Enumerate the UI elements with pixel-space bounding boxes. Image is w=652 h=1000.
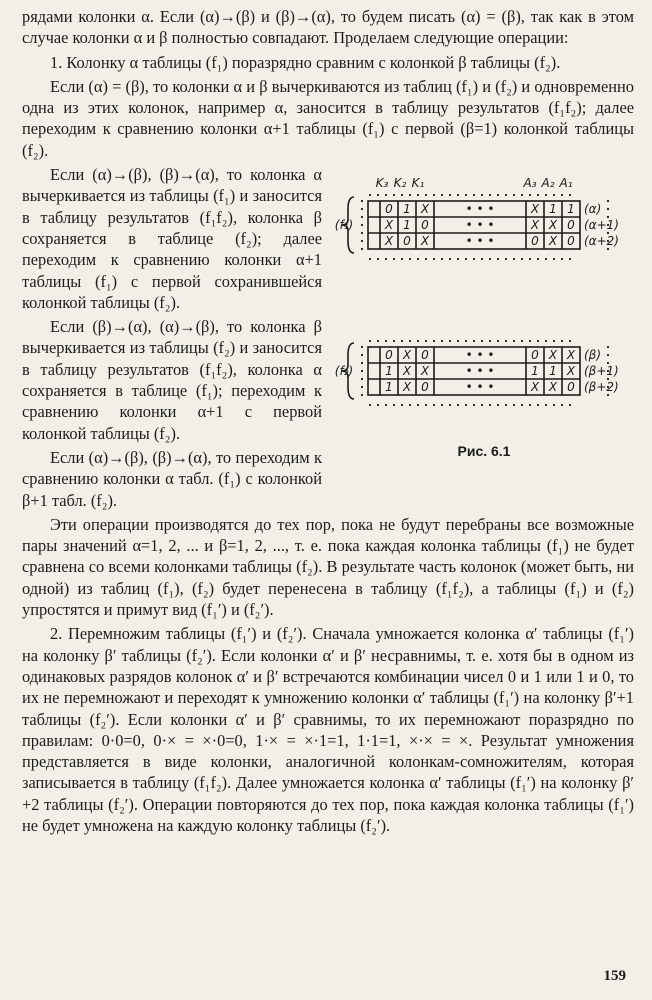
table-f2-cell: X — [402, 348, 412, 363]
dot — [449, 258, 451, 260]
dot — [465, 258, 467, 260]
table-f1-cell: 1 — [403, 202, 411, 217]
dot — [361, 208, 363, 210]
dot — [361, 394, 363, 396]
dot — [361, 240, 363, 242]
dot — [441, 340, 443, 342]
dot — [537, 258, 539, 260]
dot — [607, 394, 609, 396]
dot — [361, 386, 363, 388]
dot — [417, 340, 419, 342]
dot — [441, 404, 443, 406]
table-f1-cell: 0 — [385, 202, 393, 217]
dot — [537, 340, 539, 342]
dot — [513, 194, 515, 196]
dot — [497, 404, 499, 406]
dot — [449, 194, 451, 196]
table-f1-cell: X — [384, 234, 394, 249]
dot — [425, 194, 427, 196]
dot — [393, 194, 395, 196]
dot — [361, 248, 363, 250]
dot — [481, 340, 483, 342]
dot — [553, 194, 555, 196]
table-f2-cell: X — [548, 348, 558, 363]
dot — [457, 258, 459, 260]
table-f2-cell: X — [566, 364, 576, 379]
dot — [473, 404, 475, 406]
dot — [361, 200, 363, 202]
dots-ellipsis: • • • — [465, 380, 495, 395]
table-f2-cell: 1 — [549, 364, 557, 379]
dot — [377, 194, 379, 196]
table-f1-cell: 0 — [531, 234, 539, 249]
table-f1-cell: X — [420, 234, 430, 249]
dot — [433, 340, 435, 342]
table-f1-cell: X — [530, 218, 540, 233]
table-f2-cell: X — [420, 364, 430, 379]
dot — [505, 258, 507, 260]
column-header-2: K₂ — [393, 176, 407, 191]
dot — [369, 404, 371, 406]
dot — [401, 194, 403, 196]
dot — [537, 404, 539, 406]
dot — [401, 340, 403, 342]
dot — [561, 194, 563, 196]
dot — [529, 340, 531, 342]
dot — [393, 340, 395, 342]
paragraph-operation-2: 2. Перемножим таблицы (f₁′) и (f₂′). Сначала умножается колонка α′ таблицы (f₁′) на колонку β′ таблицы (f₂′). Если колонки α′ и β′ несравнимы, т. е. хотя бы в одном из одинаковых разрядов колонок α′ и β′ встречаются комбинации чисел 0 и 1 или 1 и 0, то их не перемножают и переходят к умножению колонки α′ таблицы (f₁′) на колонку β′+1 таблицы (f₂′). Если колонки α′ и β′ сравнимы, то их перемножают поразрядно по правилам: 0·0=0, 0·× = ×·0=0, 1·× = ×·1=1, 1·1=1, ×·× = ×. Результат умножения представляется в виде колонки, аналогичной колонкам-сомножителям, которая записывается в таблицу (f₁f₂). Далее умножается колонка α′ таблицы (f₁′) на колонку β′+2 таблицы (f₂′). Операции повторяются до тех пор, пока каждая колонка таблицы (f₁′) не будет умножена на каждую колонку таблицы (f₂′). — [22, 624, 634, 835]
table-f2-cell: X — [566, 348, 576, 363]
table-f2-cell: 0 — [531, 348, 539, 363]
column-header-3: K₁ — [411, 176, 425, 191]
dot — [465, 340, 467, 342]
table-f1-cell: 0 — [567, 218, 575, 233]
dot — [521, 404, 523, 406]
dot — [361, 354, 363, 356]
dot — [409, 194, 411, 196]
dot — [513, 340, 515, 342]
dot — [553, 340, 555, 342]
column-header-6: A₁ — [559, 176, 573, 191]
table-f1-row-tag: (α+1) — [584, 218, 619, 233]
dot — [361, 224, 363, 226]
dot — [409, 404, 411, 406]
dot — [361, 378, 363, 380]
dot — [433, 258, 435, 260]
table-f1-cell: X — [420, 202, 430, 217]
figure-caption: Рис. 6.1 — [457, 443, 511, 460]
table-f1-cell: 1 — [549, 202, 557, 217]
dot — [521, 340, 523, 342]
table-f2-row-tag: (β+2) — [584, 380, 619, 395]
table-f1-label: (f₁) — [334, 218, 354, 233]
dot — [505, 404, 507, 406]
dot — [449, 340, 451, 342]
dot — [361, 370, 363, 372]
table-f1-cell: 1 — [403, 218, 411, 233]
table-f2-row-tag: (β) — [584, 348, 602, 363]
dot — [393, 258, 395, 260]
dot — [569, 340, 571, 342]
paragraph-incomparable-case: Если (α)→(β), (β)→(α), то переходим к сравнению колонки α табл. (f₁) с колонкой β+1 табл. (f₂). — [22, 447, 322, 510]
dot — [401, 404, 403, 406]
dot — [385, 258, 387, 260]
dot — [425, 404, 427, 406]
dot — [521, 194, 523, 196]
dot — [561, 404, 563, 406]
dot — [513, 258, 515, 260]
table-f2-cell: 0 — [421, 380, 429, 395]
dot — [473, 194, 475, 196]
dot — [569, 194, 571, 196]
dot — [529, 404, 531, 406]
dot — [607, 248, 609, 250]
dot — [489, 340, 491, 342]
dot — [417, 258, 419, 260]
table-f1-cell: X — [384, 218, 394, 233]
table-f2-cell: 1 — [385, 364, 393, 379]
dot — [377, 340, 379, 342]
dot — [385, 340, 387, 342]
dot — [497, 340, 499, 342]
dot — [489, 258, 491, 260]
table-f1-cell: 1 — [567, 202, 575, 217]
dot — [489, 404, 491, 406]
dot — [481, 194, 483, 196]
dot — [607, 354, 609, 356]
table-f2-cell: 0 — [385, 348, 393, 363]
dot — [561, 258, 563, 260]
dot — [417, 194, 419, 196]
dot — [545, 340, 547, 342]
table-f2-cell: X — [402, 380, 412, 395]
dot — [481, 258, 483, 260]
table-f1-cell: 0 — [421, 218, 429, 233]
table-f2-label: (f₂) — [334, 364, 354, 379]
dot — [441, 194, 443, 196]
table-f2-cell: X — [530, 380, 540, 395]
dot — [377, 404, 379, 406]
paragraph-beta-implies-alpha: Если (β)→(α), (α)→(β), то колонка β вычеркивается из таблицы (f₂) и заносится в таблицу результатов (f₁f₂), колонка α сохраняется в таблице (f₁); переходим к сравнению колонки α+1 с первой колонкой таблицы (f₂). — [22, 317, 322, 443]
dot — [441, 258, 443, 260]
dot — [433, 194, 435, 196]
table-f1-row-tag: (α+2) — [584, 234, 619, 249]
dot — [457, 404, 459, 406]
column-header-4: A₃ — [523, 176, 537, 191]
dot — [537, 194, 539, 196]
dot — [529, 194, 531, 196]
dot — [505, 194, 507, 196]
table-f1-row-tag: (α) — [584, 202, 602, 217]
dot — [545, 194, 547, 196]
dot — [433, 404, 435, 406]
paragraph-summary: Эти операции производятся до тех пор, пока не будут перебраны все возможные пары значений α=1, 2, ... и β=1, 2, ..., т. е. пока каждая колонка таблицы (f₁) не будет сравнена со всеми колонками таблицы (f₂). В результате часть колонок (может быть, ни одной) из таблиц (f₁), (f₂) будет перенесена в таблицу (f₁f₂), а таблицы (f₁) и (f₂) упростятся и примут вид (f₁′) и (f₂′). — [22, 514, 634, 620]
dot — [377, 258, 379, 260]
dot — [369, 194, 371, 196]
dot — [425, 258, 427, 260]
dot — [457, 194, 459, 196]
paragraph-equal-case: Если (α) = (β), то колонки α и β вычеркиваются из таблиц (f₁) и (f₂) и одновременно одна из этих колонок, например α, заносится в таблицу результатов (f₁f₂); далее переходим к сравнению колонки α+1 таблицы (f₁) с первой (β=1) колонкой таблицы (f₂). — [22, 76, 634, 160]
dot — [409, 258, 411, 260]
column-header-5: A₂ — [541, 176, 555, 191]
column-header-1: K₃ — [375, 176, 389, 191]
dot — [369, 258, 371, 260]
dot — [473, 340, 475, 342]
table-f2-cell: 0 — [567, 380, 575, 395]
dot — [449, 404, 451, 406]
dot — [425, 340, 427, 342]
dot — [569, 404, 571, 406]
book-page — [22, 6, 634, 836]
dots-ellipsis: • • • — [465, 202, 495, 217]
dot — [361, 232, 363, 234]
table-f2-cell: 1 — [385, 380, 393, 395]
dot — [417, 404, 419, 406]
dot — [607, 200, 609, 202]
dot — [521, 258, 523, 260]
dot — [553, 404, 555, 406]
dot — [505, 340, 507, 342]
dot — [545, 258, 547, 260]
dot — [497, 258, 499, 260]
table-f1-cell: 0 — [403, 234, 411, 249]
dots-ellipsis: • • • — [465, 218, 495, 233]
dot — [529, 258, 531, 260]
table-f2-cell: X — [402, 364, 412, 379]
table-f2-row-tag: (β+1) — [584, 364, 619, 379]
dot — [513, 404, 515, 406]
page-number: 159 — [603, 968, 626, 984]
dot — [457, 340, 459, 342]
dot — [569, 258, 571, 260]
paragraph-continuation: рядами колонки α. Если (α)→(β) и (β)→(α), то будем писать (α) = (β), так как в этом случае колонки α и β полностью совпадают. Проделаем следующие операции: — [22, 7, 634, 48]
dot — [473, 258, 475, 260]
dot — [369, 340, 371, 342]
table-f2-cell: X — [548, 380, 558, 395]
dot — [465, 194, 467, 196]
table-f2-cell: 1 — [531, 364, 539, 379]
dot — [393, 404, 395, 406]
dot — [545, 404, 547, 406]
table-f1-cell: X — [548, 234, 558, 249]
dots-ellipsis: • • • — [465, 348, 495, 363]
table-f1-cell: 0 — [567, 234, 575, 249]
table-f1-cell: X — [530, 202, 540, 217]
dots-ellipsis: • • • — [465, 234, 495, 249]
dot — [489, 194, 491, 196]
tables-diagram — [334, 175, 634, 475]
paragraph-operation-1: 1. Колонку α таблицы (f₁) поразрядно сравним с колонкой β таблицы (f₂). — [50, 52, 561, 72]
dot — [385, 194, 387, 196]
dot — [561, 340, 563, 342]
dots-ellipsis: • • • — [465, 364, 495, 379]
dot — [401, 258, 403, 260]
dot — [361, 346, 363, 348]
dot — [361, 362, 363, 364]
dot — [361, 216, 363, 218]
paragraph-alpha-implies-beta: Если (α)→(β), (β)→(α), то колонка α вычеркивается из таблицы (f₁) и заносится в таблицу результатов (f₁f₂), колонка β сохраняется в таблице (f₂); далее переходим к сравнению колонки α+1 таблицы (f₁) с первой сохранившейся колонкой таблицы (f₂). — [22, 165, 322, 312]
dot — [607, 208, 609, 210]
table-f1-cell: X — [548, 218, 558, 233]
figure-6-1 — [334, 175, 634, 475]
table-f2-cell: 0 — [421, 348, 429, 363]
dot — [497, 194, 499, 196]
dot — [409, 340, 411, 342]
dot — [607, 346, 609, 348]
dot — [385, 404, 387, 406]
dot — [553, 258, 555, 260]
dot — [481, 404, 483, 406]
dot — [465, 404, 467, 406]
